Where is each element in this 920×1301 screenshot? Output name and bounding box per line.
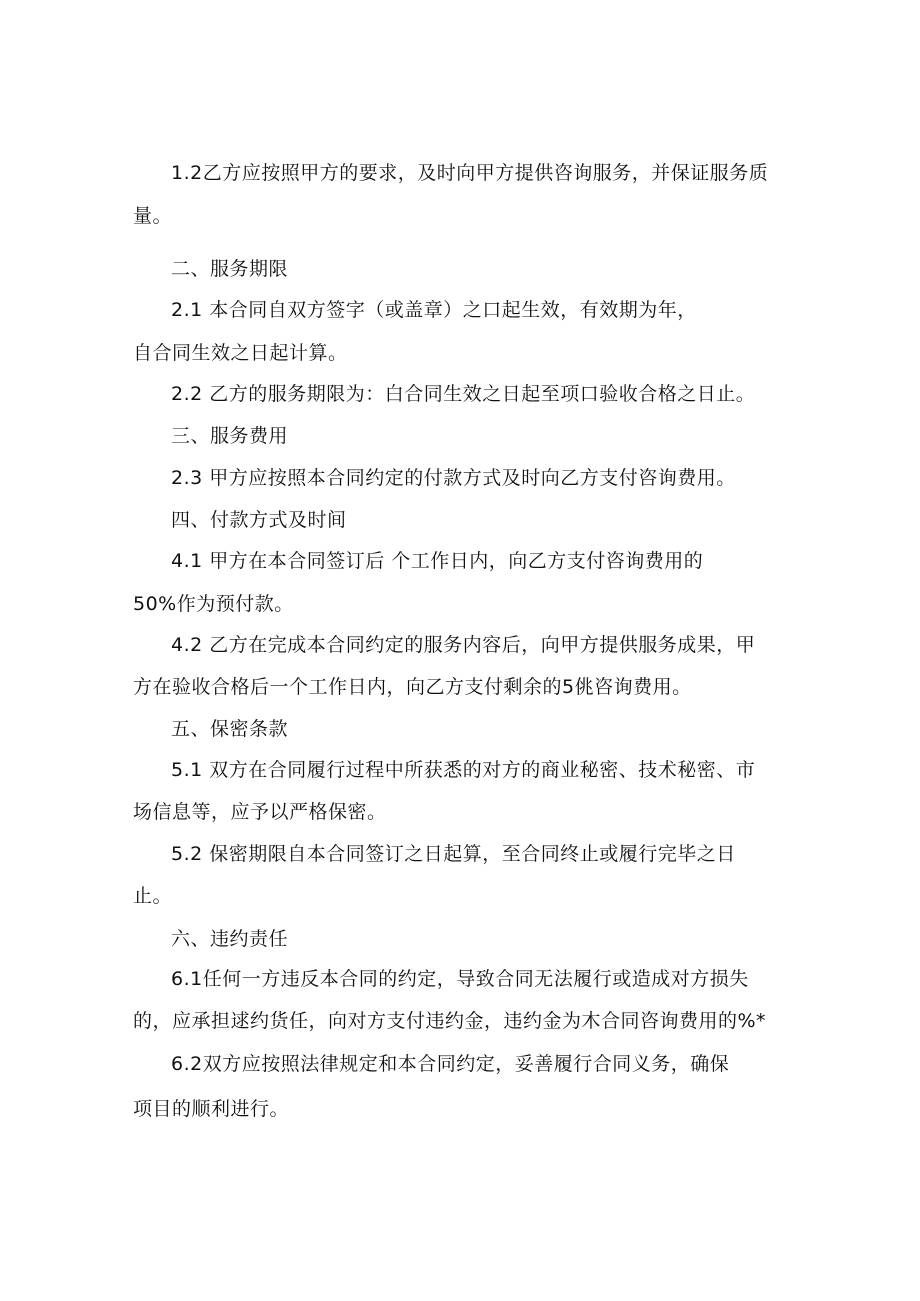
clause-5-2-line-2: 止。	[133, 885, 173, 907]
clause-6-2-line-2: 项目的顺利进行。	[133, 1098, 290, 1120]
clause-6-1-line-1: 6.1任何一方违反本合同的约定，导致合同无法履行或造成对方损失	[171, 968, 749, 990]
clause-6-2-line-1: 6.2双方应按照法律规定和本合同约定，妥善履行合同义务，确保	[171, 1053, 730, 1075]
section-heading-service-term: 二、服务期限	[171, 258, 289, 280]
section-heading-payment: 四、付款方式及时间	[171, 509, 347, 531]
clause-2-1-line-2: 自合同生效之日起计算。	[133, 342, 348, 364]
clause-2-2-line-1: 2.2 乙方的服务期限为：白合同生效之日起至项口验收合格之日止。	[171, 383, 756, 405]
clause-4-2-line-1: 4.2 乙方在完成本合同约定的服务内容后，向甲方提供服务成果，甲	[171, 634, 756, 656]
clause-5-2-line-1: 5.2 保密期限自本合同签订之日起算，至合同终止或履行完毕之日	[171, 843, 736, 865]
clause-6-1-line-2: 的，应承担逑约货任，向对方支付违约金，违约金为木合同咨询费用的%*	[133, 1010, 767, 1032]
clause-5-1-line-2: 场信息等，应予以严格保密。	[133, 801, 387, 823]
section-heading-confidentiality: 五、保密条款	[171, 718, 289, 740]
clause-1-2-line-2: 量。	[133, 205, 173, 227]
clause-4-1-line-1: 4.1 甲方在本合同签订后 个工作日内，向乙方支付咨询费用的	[171, 550, 704, 572]
clause-4-2-line-2: 方在验收合格后一个工作日内，向乙方支付剩余的5佻咨询费用。	[133, 676, 692, 698]
clause-1-2-line-1: 1.2乙方应按照甲方的要求，及时向甲方提供咨询服务，并保证服务质	[171, 162, 769, 184]
section-heading-service-fee: 三、服务费用	[171, 425, 289, 447]
section-heading-liability: 六、违约责任	[171, 928, 289, 950]
clause-2-1-line-1: 2.1 本合同自双方签字（或盖章）之口起生效，有效期为年，	[171, 299, 697, 321]
clause-5-1-line-1: 5.1 双方在合同履行过程中所获悉的对方的商业秘密、技术秘密、市	[171, 759, 756, 781]
clause-2-3-line-1: 2.3 甲方应按照本合同约定的付款方式及时向乙方支付咨询费用。	[171, 467, 736, 489]
clause-4-1-line-2: 50%作为预付款。	[133, 593, 294, 615]
